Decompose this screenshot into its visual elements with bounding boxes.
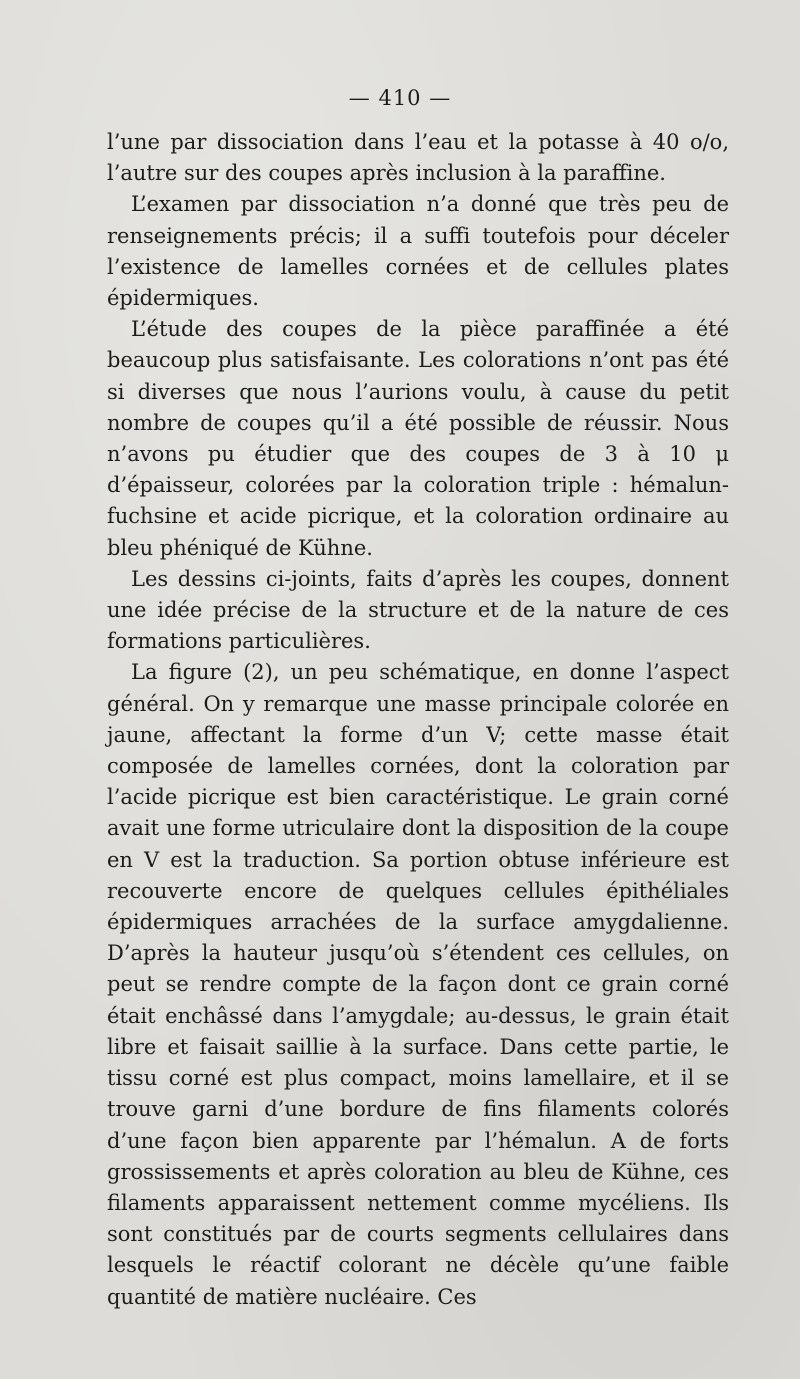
paragraph-2: L’examen par dissociation n’a donné que très peu de renseignements précis; il a suffi toutefois pour déceler l’existence de lamelles cornées et de cellules plates épidermiques. bbox=[107, 192, 729, 311]
page-number: — 410 — bbox=[348, 86, 452, 110]
paragraph-3: L’étude des coupes de la pièce paraffinée a été beaucoup plus satisfaisante. Les colorations n’ont pas été si diverses que nous l’aurions voulu, à cause du petit nombre de coupes qu’il a été possible de réussir. Nous n’avons pu étudier que des coupes de 3 à 10 μ d’épaisseur, colorées par la coloration triple : hémalun-fuchsine et acide picrique, et la coloration ordinaire au bleu phéniqué de Kühne. bbox=[107, 317, 729, 560]
paragraph-1: l’une par dissociation dans l’eau et la potasse à 40 o/o, l’autre sur des coupes après inclusion à la paraffine. bbox=[107, 130, 729, 186]
paragraph-4: Les dessins ci-joints, faits d’après les coupes, donnent une idée précise de la structure et de la nature de ces formations particulières. bbox=[107, 566, 729, 654]
paragraph-5: La figure (2), un peu schématique, en donne l’aspect général. On y remarque une masse principale colorée en jaune, affectant la forme d’un V; cette masse était composée de lamelles cornées, dont la coloration par l’acide picrique est bien caractéristique. Le grain corné avait une forme utriculaire dont la disposition de la coupe en V est la traduction. Sa portion obtuse inférieure est recouverte encore de quelques cellules épithéliales épidermiques arrachées de la surface amygdalienne. D’après la hauteur jusqu’où s’étendent ces cellules, on peut se rendre compte de la façon dont ce grain corné était enchâssé dans l’amygdale; au-dessus, le grain était libre et faisait saillie à la surface. Dans cette partie, le tissu corné est plus compact, moins lamellaire, et il se trouve garni d’une bordure de fins filaments colorés d’une façon bien apparente par l’hémalun. A de forts grossissements et après coloration au bleu de Kühne, ces filaments apparaissent nettement comme mycéliens. Ils sont constitués par de courts segments cellulaires dans lesquels le réactif colorant ne décèle qu’une faible quantité de matière nucléaire. Ces bbox=[107, 660, 729, 1309]
body-text bbox=[107, 127, 729, 1313]
